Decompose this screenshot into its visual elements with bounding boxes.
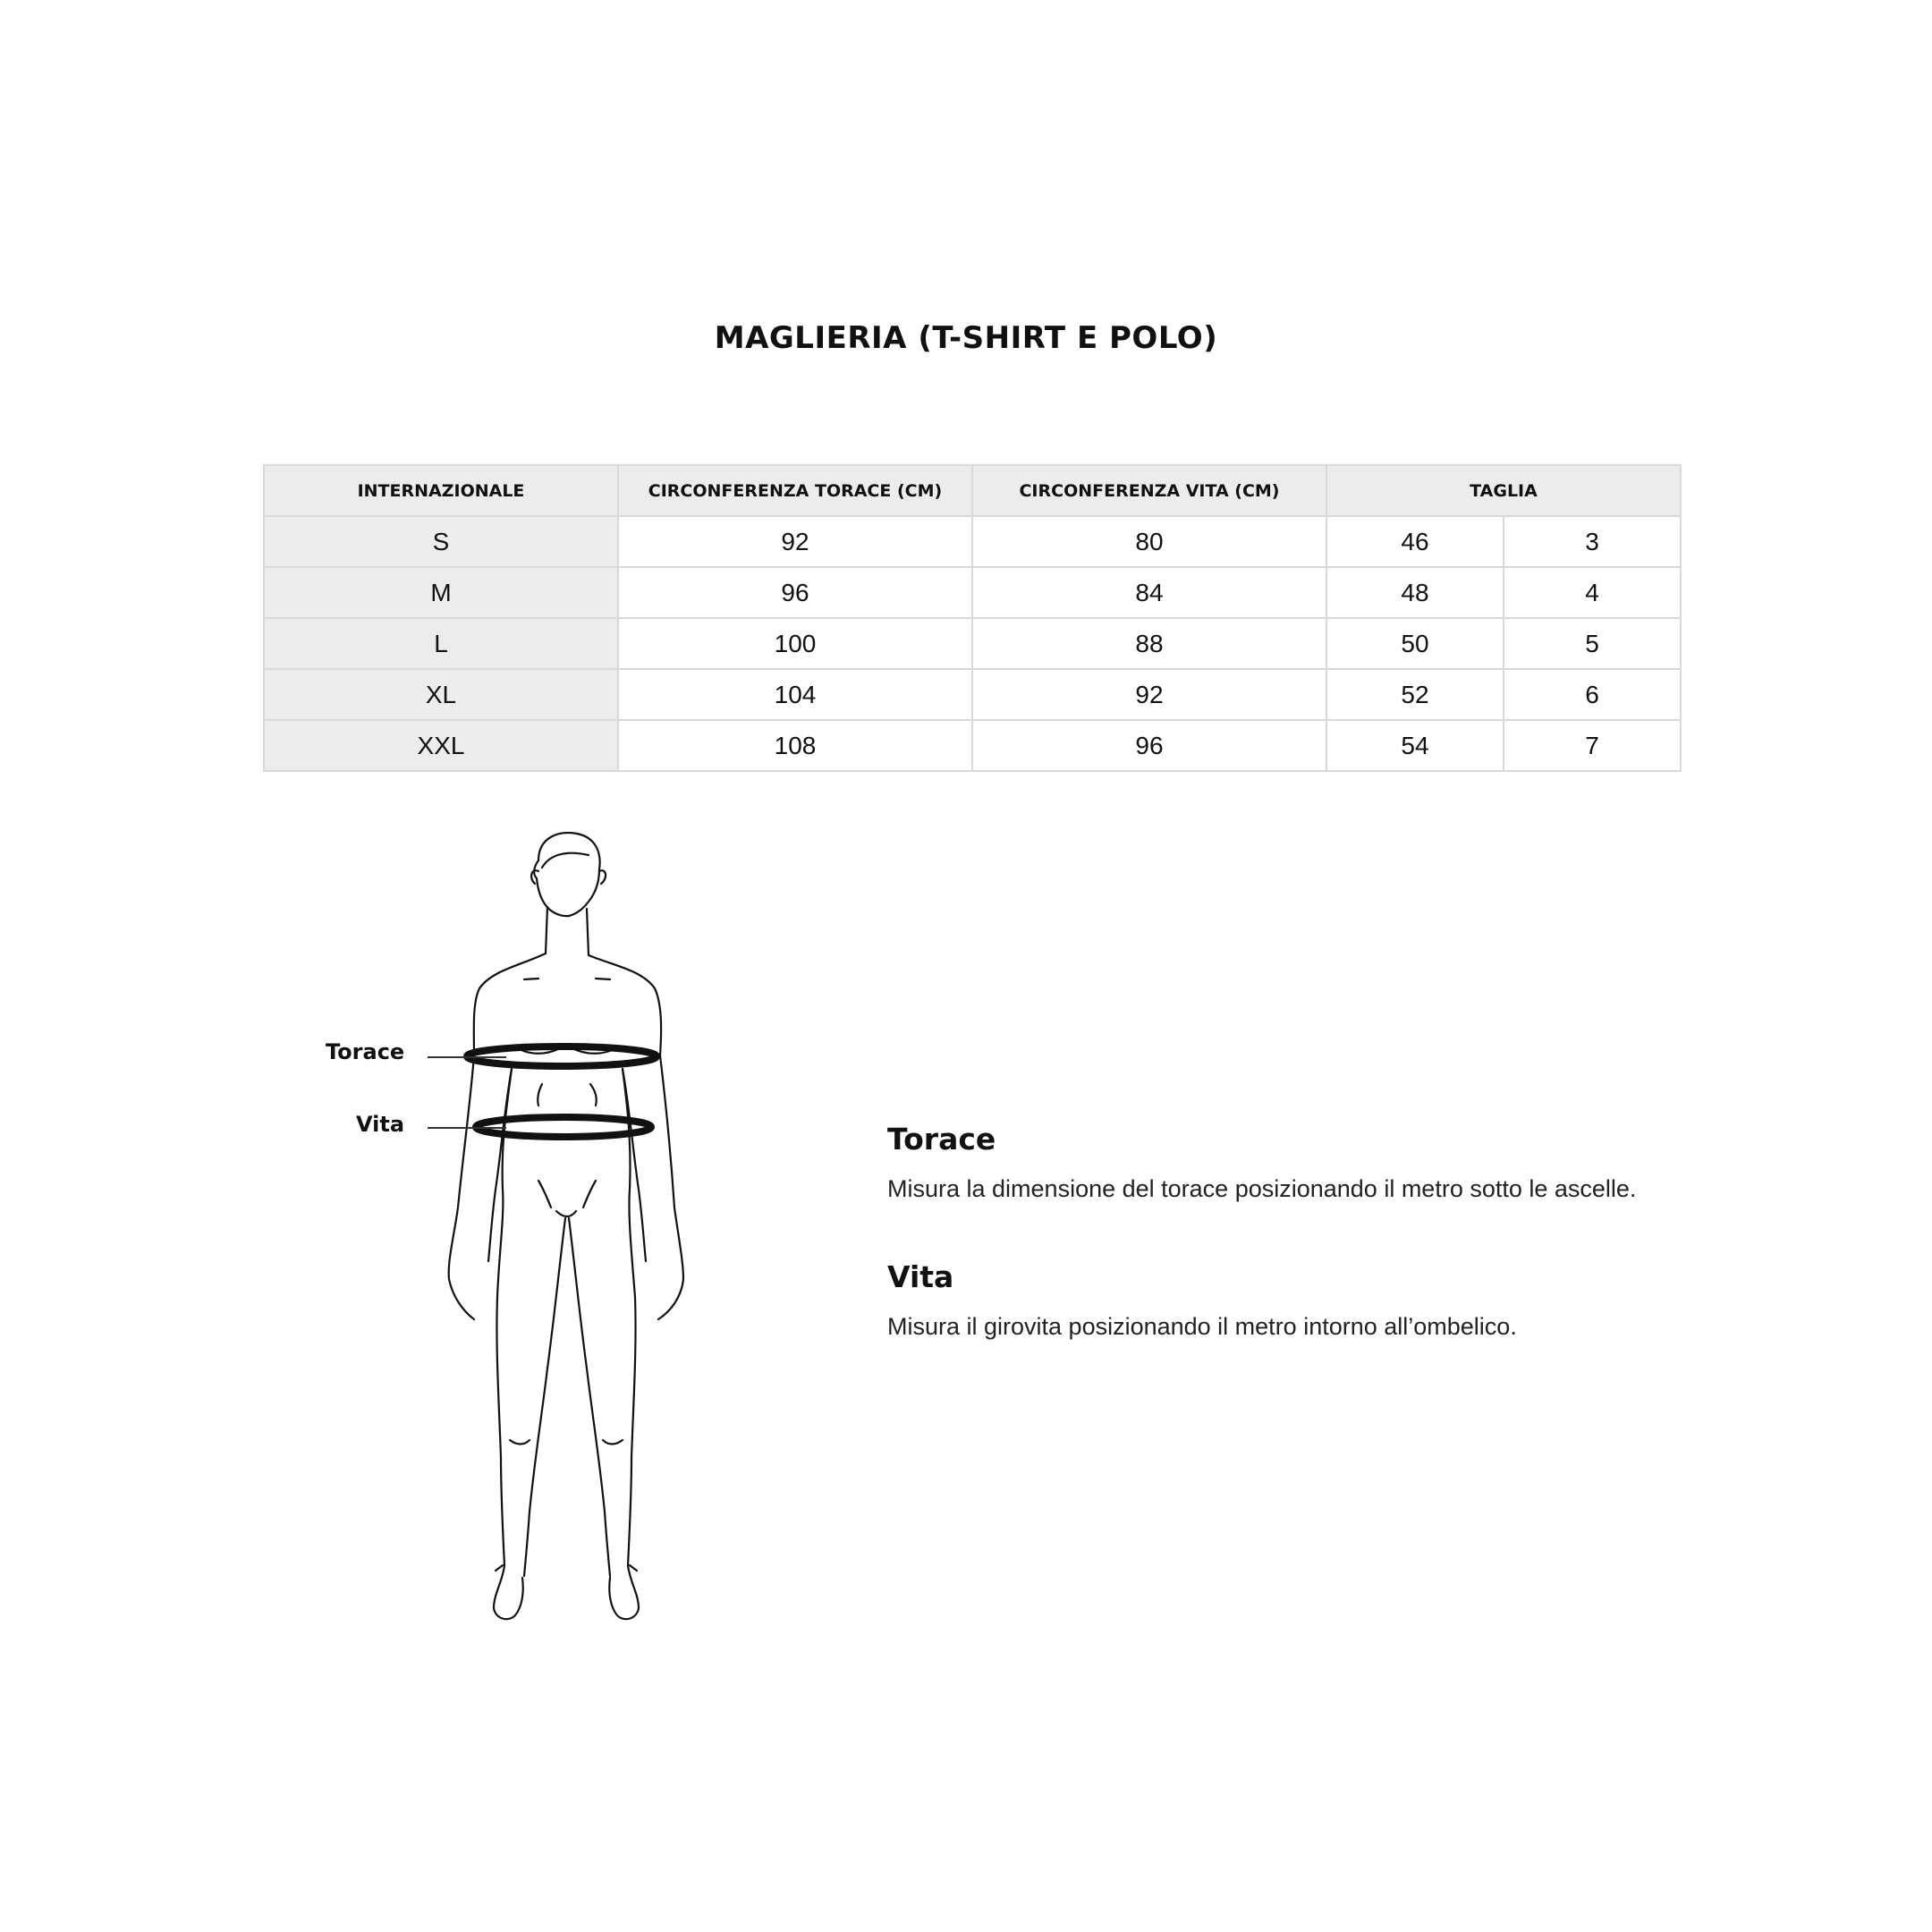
page-title: MAGLIERIA (T-SHIRT E POLO): [714, 320, 1218, 356]
cell-intl: XXL: [264, 720, 618, 771]
table-row: [264, 516, 1681, 567]
cell-taglia-a: 52: [1326, 669, 1504, 720]
cell-taglia-a: 48: [1326, 567, 1504, 618]
section-heading-torace: Torace: [887, 1122, 996, 1157]
cell-taglia-b: 7: [1504, 720, 1681, 771]
header-torace: CIRCONFERENZA TORACE (CM): [618, 465, 972, 516]
cell-intl: M: [264, 567, 618, 618]
knee-left: [510, 1440, 530, 1445]
shoulder-left: [474, 953, 546, 1055]
leg-right-outer: [609, 1297, 639, 1619]
table-row: [264, 618, 1681, 669]
ear-right: [599, 870, 606, 884]
ankle-right: [630, 1565, 637, 1571]
cell-intl: L: [264, 618, 618, 669]
head-outline: [534, 833, 599, 916]
cell-torace: 96: [618, 567, 972, 618]
cell-taglia-b: 3: [1504, 516, 1681, 567]
torso-right: [623, 1069, 635, 1297]
knee-right: [603, 1440, 623, 1445]
table-row: [264, 567, 1681, 618]
figure-label-vita: Vita: [356, 1112, 405, 1137]
cell-taglia-a: 46: [1326, 516, 1504, 567]
hair-line: [542, 853, 589, 868]
ab-right: [590, 1084, 597, 1106]
cell-intl: S: [264, 516, 618, 567]
crotch: [556, 1211, 576, 1216]
torso-left: [497, 1069, 512, 1297]
neck-left: [546, 907, 547, 953]
groin-left: [538, 1181, 551, 1208]
cell-vita: 92: [972, 669, 1326, 720]
cell-vita: 88: [972, 618, 1326, 669]
body-measurement-illustration: [304, 832, 716, 1637]
leg-right-inner: [569, 1218, 610, 1576]
cell-taglia-b: 6: [1504, 669, 1681, 720]
header-internazionale: INTERNAZIONALE: [264, 465, 618, 516]
leg-left-outer: [494, 1297, 523, 1619]
arm-left-outer: [449, 1055, 474, 1319]
cell-taglia-a: 50: [1326, 618, 1504, 669]
cell-torace: 104: [618, 669, 972, 720]
neck-right: [587, 909, 589, 955]
cell-taglia-b: 5: [1504, 618, 1681, 669]
cell-taglia-a: 54: [1326, 720, 1504, 771]
cell-torace: 108: [618, 720, 972, 771]
arm-right-outer: [658, 1055, 683, 1319]
cell-intl: XL: [264, 669, 618, 720]
ankle-left: [496, 1565, 503, 1571]
ab-left: [538, 1084, 542, 1106]
cell-torace: 100: [618, 618, 972, 669]
shoulder-right: [589, 955, 661, 1055]
cell-torace: 92: [618, 516, 972, 567]
cell-vita: 80: [972, 516, 1326, 567]
table-header-row: [264, 465, 1681, 516]
cell-vita: 96: [972, 720, 1326, 771]
cell-vita: 84: [972, 567, 1326, 618]
cell-taglia-b: 4: [1504, 567, 1681, 618]
header-vita: CIRCONFERENZA VITA (CM): [972, 465, 1326, 516]
section-text-vita: Misura il girovita posizionando il metro intorno all’ombelico.: [887, 1313, 1517, 1340]
groin-right: [583, 1181, 596, 1208]
section-text-torace: Misura la dimensione del torace posizionando il metro sotto le ascelle.: [887, 1175, 1637, 1202]
header-taglia: TAGLIA: [1326, 465, 1681, 516]
figure-label-torace: Torace: [326, 1039, 405, 1064]
size-table: [263, 464, 1682, 772]
section-heading-vita: Vita: [887, 1259, 954, 1294]
table-row: [264, 669, 1681, 720]
table-row: [264, 720, 1681, 771]
leg-left-inner: [524, 1218, 565, 1576]
